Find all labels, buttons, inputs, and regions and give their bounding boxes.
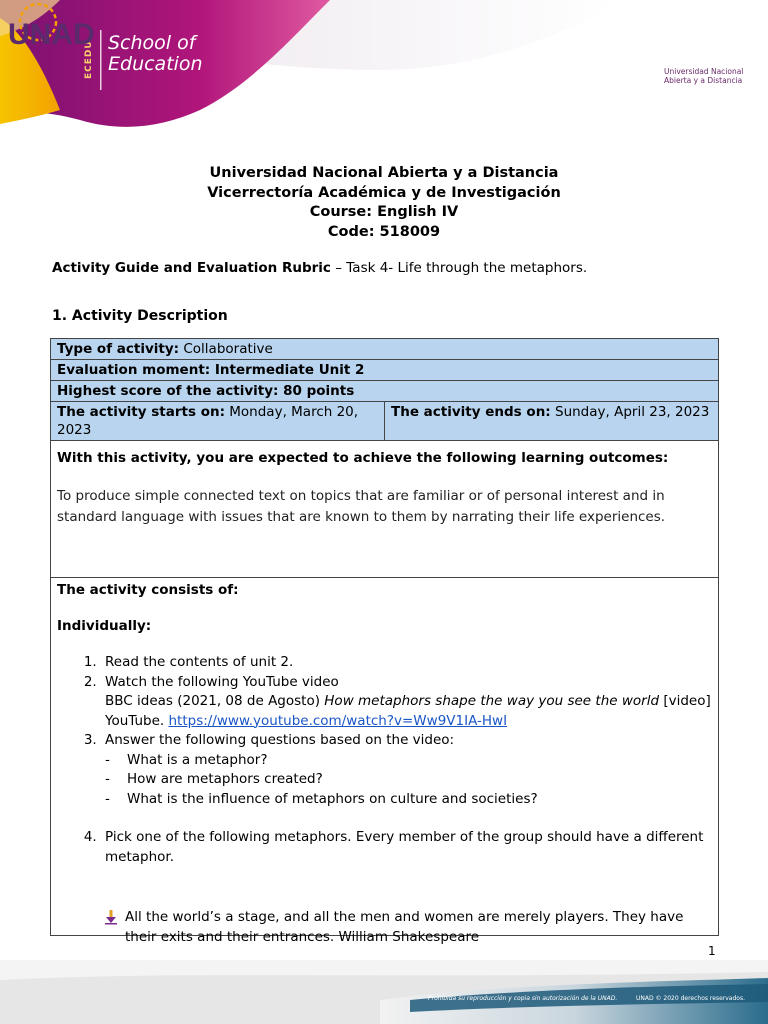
page-header	[0, 0, 768, 140]
unad-logo-name: Universidad Nacional Abierta y a Distancia	[664, 67, 744, 85]
school-title-line2: Education	[108, 53, 203, 75]
arrow-bullet-icon	[101, 907, 125, 947]
page-number: 1	[708, 944, 716, 958]
row-highest-score: Highest score of the activity: 80 points	[51, 381, 718, 402]
cell-start-date: The activity starts on: Monday, March 20, 2023	[51, 402, 385, 440]
section-title: 1. Activity Description	[52, 308, 228, 324]
footer-wave-graphic	[0, 960, 768, 1024]
title-code: Code: 518009	[327, 223, 441, 240]
step-3: 3. Answer the following questions based on the video: - What is a metaphor? - How are metaphors created? - What is the influence of metaphors on culture and societies?	[101, 731, 712, 828]
cell-end-date: The activity ends on: Sunday, April 23, 2023	[391, 404, 710, 420]
question-item: - What is the influence of metaphors on culture and societies?	[105, 790, 712, 810]
guide-heading-bold: Activity Guide and Evaluation Rubric	[52, 260, 331, 276]
document-titles	[0, 164, 768, 242]
row-activity-consists	[51, 578, 718, 945]
ecedu-label: ECEDU	[84, 40, 94, 80]
step-1: 1. Read the contents of unit 2.	[101, 653, 712, 673]
footer-copy-notice: Prohibida su reproducción y copia sin autorización de la UNAD.	[428, 995, 618, 1002]
guide-heading-rest: – Task 4- Life through the metaphors.	[330, 260, 588, 276]
outcomes-text: To produce simple connected text on topics that are familiar or of personal interest and in standard language with issues that are known to them by narrating their life experiences.	[57, 488, 666, 525]
video-reference: BBC ideas (2021, 08 de Agosto) How metaphors shape the way you see the world [video] YouTube. https://www.youtube.com/watch?v=Ww9V1IA-HwI	[105, 693, 711, 729]
row-learning-outcomes	[51, 441, 718, 578]
metaphor-text: All the world’s a stage, and all the men and women are merely players. They have their exits and their entrances. William Shakespeare	[125, 909, 684, 945]
question-item: - How are metaphors created?	[105, 770, 712, 790]
step-2: 2. Watch the following YouTube video BBC ideas (2021, 08 de Agosto) How metaphors shape the way you see the world [video] YouTube. https://www.youtube.com/watch?v=Ww9V1IA-HwI	[101, 673, 712, 732]
row-type-of-activity: Type of activity: Collaborative	[51, 339, 718, 360]
unad-logo-text: UNAD	[8, 18, 95, 51]
title-vicerrectoria: Vicerrectoría Académica y de Investigación	[207, 184, 561, 201]
steps-list	[57, 653, 712, 867]
step-4: 4. Pick one of the following metaphors. Every member of the group should have a different metaphor.	[101, 828, 712, 867]
school-title-line1: School of	[108, 32, 196, 54]
title-course: Course: English IV	[309, 204, 459, 220]
youtube-link[interactable]: https://www.youtube.com/watch?v=Ww9V1IA-HwI	[168, 712, 508, 729]
guide-heading	[52, 260, 587, 276]
individually-heading: Individually:	[57, 618, 152, 634]
outcomes-heading: With this activity, you are expected to achieve the following learning outcomes:	[57, 450, 669, 466]
unad-logo	[0, 0, 110, 70]
page-footer	[0, 960, 768, 1024]
metaphor-item	[57, 907, 712, 947]
consists-heading: The activity consists of:	[57, 582, 239, 598]
row-evaluation-moment: Evaluation moment: Intermediate Unit 2	[51, 360, 718, 381]
questions-list	[105, 751, 712, 810]
question-item: - What is a metaphor?	[105, 751, 712, 771]
activity-table	[50, 338, 719, 945]
row-dates	[51, 402, 718, 441]
footer-rights: UNAD © 2020 derechos reservados.	[636, 995, 745, 1002]
title-university: Universidad Nacional Abierta y a Distancia	[209, 165, 559, 181]
